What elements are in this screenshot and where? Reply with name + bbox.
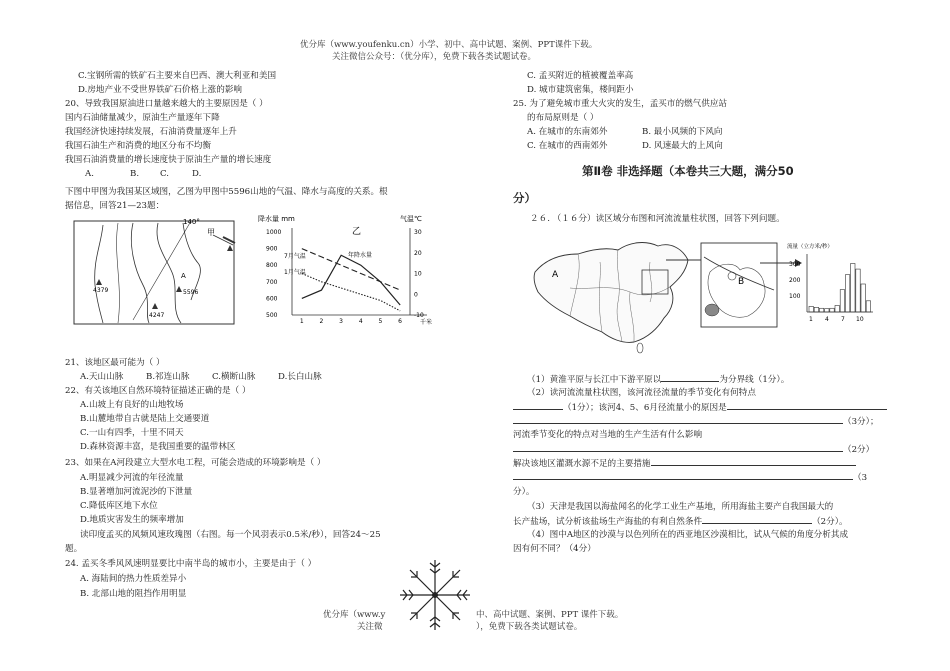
s2-line4 — [513, 428, 702, 440]
s2-text-c: （3分）； — [843, 417, 879, 427]
s2-line2 — [513, 400, 887, 413]
s2-text-d: 河流季节变化的特点对当地的生产生活有什么影响 — [513, 430, 703, 440]
discharge-bar-6 — [835, 305, 839, 312]
q24-option-d: D. 城市建筑密集，楼间距小 — [527, 85, 634, 95]
s2-line7 — [513, 470, 867, 483]
q20-option-c: 我国石油生产和消费的地区分布不均衡 — [65, 141, 212, 151]
chart-x-tick-2: 2 — [319, 318, 324, 325]
q21-stem: 21、该地区最可能为（ ） — [65, 358, 165, 368]
chart-yi — [252, 210, 442, 328]
chart-x-tick-4: 4 — [358, 318, 363, 325]
inset-map — [700, 242, 778, 328]
peak-4379-label: 4379 — [93, 287, 109, 294]
bar-chart-xtick-10: 10 — [856, 316, 864, 323]
q20-stem: 20、导致我国原油进口量越来越大的主要原因是（ ） — [65, 99, 268, 109]
peak-5596-marker — [176, 286, 182, 292]
s4-line1: （4）图中A地区的沙漠与以色列所在的西亚地区沙漠相比，试从气候的角度分析其成 — [527, 530, 849, 540]
chart-right-tick-0: 0 — [414, 291, 418, 299]
map-jia — [73, 215, 238, 325]
intro-21-23-line2: 据信息，回答21—23题： — [65, 201, 165, 211]
q19-option-c: C.宝钢所需的铁矿石主要来自巴西、澳大利亚和美国 — [78, 71, 277, 81]
section-title: 第Ⅱ卷 非选择题（本卷共三大题，满分50 — [582, 164, 794, 178]
q25-option-a: A. 在城市的东南郊外 — [527, 127, 608, 137]
q21-option-a: A.天山山脉 — [80, 372, 124, 382]
chart-right-tick-30: 30 — [414, 229, 422, 236]
q21-option-c: C.横断山脉 — [212, 372, 256, 382]
q26-stem: ２６. （１６分）读区域分布图和河流流量柱状图，回答下列问题。 — [530, 214, 785, 224]
chart-x-tick-6: 6 — [398, 318, 402, 325]
bar-chart-ytick-100: 100 — [789, 293, 801, 300]
intro-24-25-line2: 题。 — [65, 544, 83, 554]
footer-line1-right: 中、高中试题、案例、PPT 课件下载。 — [476, 610, 624, 620]
bar-chart-xtick-1: 1 — [809, 316, 813, 323]
peak-4247-label: 4247 — [149, 312, 165, 319]
chart-left-tick-500: 500 — [266, 312, 278, 319]
q22-option-c: C.一山有四季，十里不同天 — [80, 428, 184, 438]
map-label-a: A — [181, 272, 186, 280]
s2-text-g: （3 — [853, 473, 868, 483]
discharge-bar-5 — [830, 308, 834, 312]
s2-line1: （2）读河流流量柱状图，该河流径流量的季节变化有何特点 — [527, 388, 756, 398]
footer-line2-left: 关注微 — [357, 622, 383, 632]
bar-chart-ytick-300: 300 — [789, 261, 801, 268]
discharge-bar-7 — [840, 290, 844, 312]
region-map — [530, 232, 700, 357]
q20-letter-b: B. — [130, 169, 140, 179]
s3-text-b: 长产盐场，试分析该盐场生产海盐的有利自然条件 — [513, 517, 703, 527]
map-label-140: 140° — [183, 218, 200, 226]
bar-chart-ylabel: 流量（立方米/秒） — [787, 244, 833, 250]
q25-stem-line1: 25. 为了避免城市重大火灾的发生，孟买市的燃气供应站 — [513, 99, 728, 109]
intro-21-23-line1: 下图中甲图为我国某区域图，乙图为甲图中5596山地的气温、降水与高度的关系。根 — [65, 187, 388, 197]
q25-stem-line2: 的布局原则是（ ） — [527, 113, 599, 123]
q25-option-d: D. 风速最大的上风向 — [642, 141, 723, 151]
chart-left-tick-600: 600 — [266, 295, 278, 303]
s3-line2 — [513, 514, 848, 527]
s3-text-c: （2分）。 — [812, 517, 848, 527]
chart-legend-precip: 年降水量 — [348, 252, 373, 259]
bar-chart-xtick-7: 7 — [841, 316, 845, 323]
discharge-bar-3 — [819, 308, 823, 312]
chart-legend-july: 7月气温 — [284, 253, 306, 260]
q22-option-d: D.森林资源丰富，是我国重要的温带林区 — [80, 442, 236, 452]
discharge-bar-10 — [856, 269, 860, 312]
s3-line1: （3）天津是我国以海盐闻名的化学工业生产基地，所用海盐主要产自我国最大的 — [527, 502, 834, 512]
q19-option-d: D.房地产业不受世界铁矿石价格上涨的影响 — [78, 85, 243, 95]
chart-legend-jan: 1月气温 — [284, 269, 306, 276]
q22-option-a: A.山坡上有良好的山地牧场 — [80, 400, 184, 410]
q24-stem: 24. 孟买冬季风风速明显要比中南半岛的城市小，主要是由于（ ） — [65, 559, 317, 569]
q23-option-d: D.地质灾害发生的频率增加 — [80, 515, 184, 525]
chart-ylabel-left: 降水量 mm — [258, 215, 295, 223]
s2-text-b: （1分）；该河4、5、6月径流量小的原因是 — [563, 403, 727, 413]
q20-letter-c: C. — [160, 169, 170, 179]
region-map-label-a: A — [552, 270, 559, 280]
peak-4379-marker — [96, 279, 102, 285]
q20-option-a: 国内石油储量减少，原油生产量逐年下降 — [65, 113, 220, 123]
discharge-bar-4 — [825, 309, 829, 312]
s2-blank-4[interactable] — [513, 442, 843, 452]
chart-x-tick-3: 3 — [339, 318, 343, 325]
s1-blank[interactable] — [661, 372, 719, 382]
chart-left-tick-700: 700 — [266, 278, 278, 286]
s2-line3 — [513, 414, 879, 427]
chart-x-unit: 千米 — [420, 319, 433, 326]
peak-5596-label: 5596 — [183, 289, 199, 296]
s2-blank-1[interactable] — [513, 400, 563, 410]
peak-4247-marker — [152, 303, 158, 309]
chart-left-tick-900: 900 — [266, 245, 278, 253]
chart-title: 乙 — [352, 227, 362, 237]
bar-chart-xtick-4: 4 — [825, 316, 829, 323]
s2-text-f: 解决该地区灌溉水源不足的主要措施 — [513, 459, 651, 469]
chart-right-tick-20: 20 — [414, 249, 422, 257]
header-line2: 关注微信公众号：（优分库），免费下载各类试题试卷。 — [332, 52, 537, 62]
s2-blank-6[interactable] — [513, 470, 853, 480]
s2-blank-5[interactable] — [651, 456, 856, 466]
inset-map-label-b: B — [738, 277, 745, 287]
footer-line2-right: ），免费下载各类试题试卷。 — [476, 622, 583, 632]
discharge-bar-12 — [866, 301, 870, 312]
q23-stem: 23、如果在A河段建立大型水电工程，可能会造成的环境影响是（ ） — [65, 458, 326, 468]
map-label-jia: 甲 — [207, 228, 215, 237]
chart-ylabel-right: 气温℃ — [400, 215, 422, 223]
s2-line6 — [513, 456, 856, 469]
q21-option-d: D.长白山脉 — [278, 372, 322, 382]
q24-option-b: B. 北部山地的阻挡作用明显 — [80, 589, 187, 599]
discharge-bar-2 — [814, 307, 818, 312]
q20-letter-a: A. — [85, 169, 94, 179]
q21-option-b: B.祁连山脉 — [146, 372, 190, 382]
wind-rose — [395, 555, 475, 635]
q24-option-c: C. 孟买附近的植被覆盖率高 — [527, 71, 634, 81]
s3-blank[interactable] — [702, 514, 812, 524]
q24-option-a: A. 海陆间的热力性质差异小 — [80, 574, 187, 584]
s2-line8: 分）。 — [513, 487, 535, 497]
s2-blank-2[interactable] — [727, 400, 887, 410]
q20-option-d: 我国石油消费量的增长速度快于原油生产量的增长速度 — [65, 155, 272, 165]
footer-line1-left: 优分库（www.y — [323, 610, 386, 620]
peak-small-marker — [227, 245, 233, 251]
q20-letter-d: D. — [192, 169, 202, 179]
s1-text-b: 为分界线（1分）。 — [719, 375, 790, 385]
bar-chart-ytick-200: 200 — [789, 277, 801, 284]
s1-line — [527, 372, 789, 385]
s2-line5 — [513, 442, 874, 455]
intro-24-25-line1: 读印度孟买的风频风速玫瑰图（右图。每一个风羽表示0.5米/秒），回答24～25 — [80, 530, 381, 540]
chart-x-tick-5: 5 — [378, 318, 383, 325]
discharge-bar-9 — [851, 263, 855, 312]
s2-blank-3[interactable] — [513, 414, 843, 424]
q22-option-b: B.山麓地带自古就是陆上交通要道 — [80, 414, 210, 424]
q23-option-b: B.显著增加河流泥沙的下泄量 — [80, 487, 193, 497]
chart-left-tick-800: 800 — [266, 262, 278, 270]
q22-stem: 22、有关该地区自然环境特征描述正确的是（ ） — [65, 386, 251, 396]
q20-option-b: 我国经济快速持续发展，石油消费量逐年上升 — [65, 127, 237, 137]
chart-x-tick-1: 1 — [299, 318, 304, 325]
q25-option-b: B. 最小风频的下风向 — [642, 127, 723, 137]
chart-right-tick-10: 10 — [414, 270, 422, 278]
discharge-bar-11 — [861, 284, 865, 312]
s2-text-e: （2分） — [843, 445, 875, 455]
q23-option-a: A.明显减少河流的年径流量 — [80, 473, 184, 483]
q23-option-c: C.降低库区地下水位 — [80, 501, 158, 511]
section-title-cont: 分） — [513, 191, 536, 205]
chart-right-tick--10: -10 — [414, 312, 424, 319]
header-line1: 优分库（www.youfenku.cn）小学、初中、高中试题、案例、PPT课件下载。 — [300, 40, 598, 50]
s4-line2: 因有何不同？（4分） — [513, 544, 596, 554]
discharge-bar-chart — [785, 240, 880, 330]
s1-text: （1）黄淮平原与长江中下游平原以 — [527, 375, 662, 385]
discharge-bar-8 — [845, 275, 849, 312]
discharge-bar-1 — [809, 306, 813, 312]
q25-option-c: C. 在城市的西南郊外 — [527, 141, 608, 151]
chart-left-tick-1000: 1000 — [266, 229, 282, 236]
